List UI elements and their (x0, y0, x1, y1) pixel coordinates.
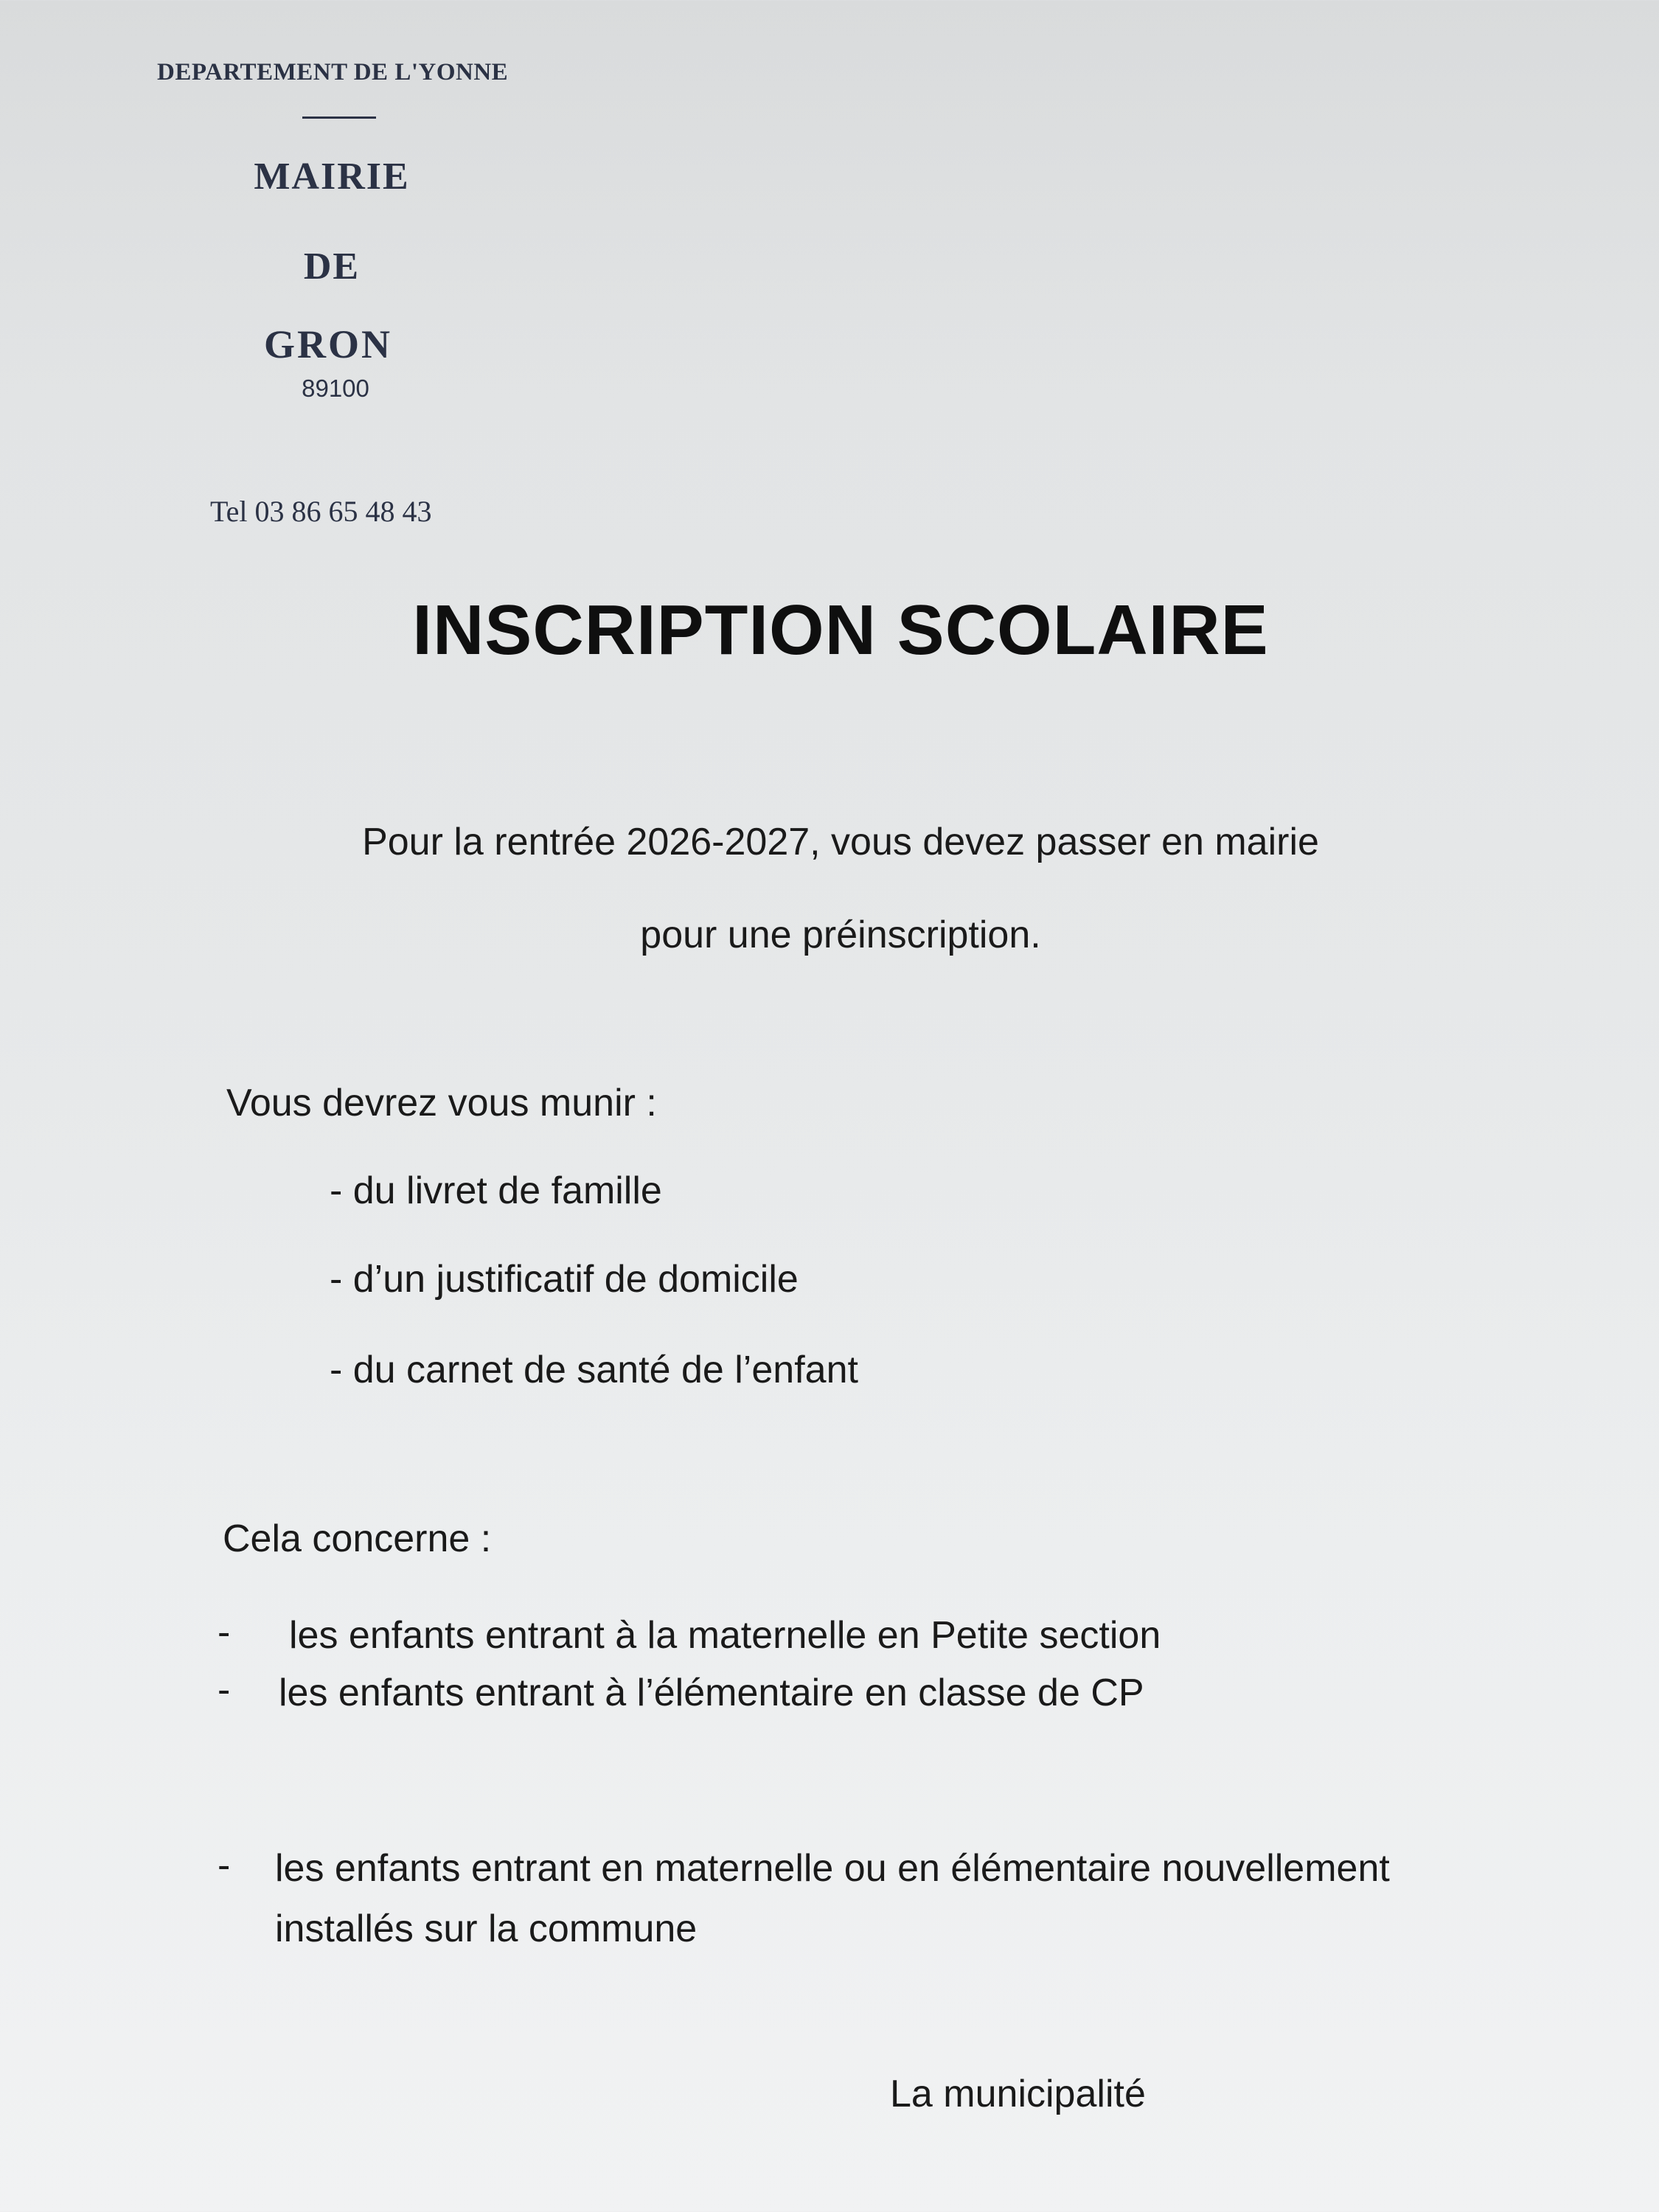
documents-heading: Vous devrez vous munir : (226, 1082, 657, 1124)
concern-item: les enfants entrant en maternelle ou en élémentaire nouvellement (275, 1847, 1390, 1890)
concern-item: les enfants entrant à la maternelle en Petite section (289, 1614, 1161, 1657)
concern-item: les enfants entrant à l’élémentaire en classe de CP (279, 1672, 1144, 1714)
intro-line-1: Pour la rentrée 2026-2027, vous devez passer en mairie (362, 821, 1319, 863)
department-header: DEPARTEMENT DE L'YONNE (157, 59, 509, 86)
concern-item-continuation: installés sur la commune (275, 1907, 698, 1950)
signature: La municipalité (890, 2073, 1146, 2115)
page-title: INSCRIPTION SCOLAIRE (412, 591, 1269, 669)
commune-name: GRON (264, 322, 392, 366)
intro-line-2: pour une préinscription. (640, 914, 1041, 956)
bullet-dash: - (218, 1844, 231, 1887)
document-item: - du livret de famille (330, 1169, 662, 1212)
de-label: DE (303, 246, 361, 288)
concerns-heading: Cela concerne : (223, 1517, 492, 1560)
document-item: - d’un justificatif de domicile (330, 1258, 799, 1301)
postal-code: 89100 (302, 375, 369, 402)
header-divider (302, 116, 376, 119)
mairie-label: MAIRIE (254, 156, 410, 198)
phone-number: Tel 03 86 65 48 43 (210, 495, 432, 528)
document-item: - du carnet de santé de l’enfant (330, 1349, 858, 1391)
bullet-dash: - (218, 1611, 231, 1654)
bullet-dash: - (218, 1669, 231, 1711)
